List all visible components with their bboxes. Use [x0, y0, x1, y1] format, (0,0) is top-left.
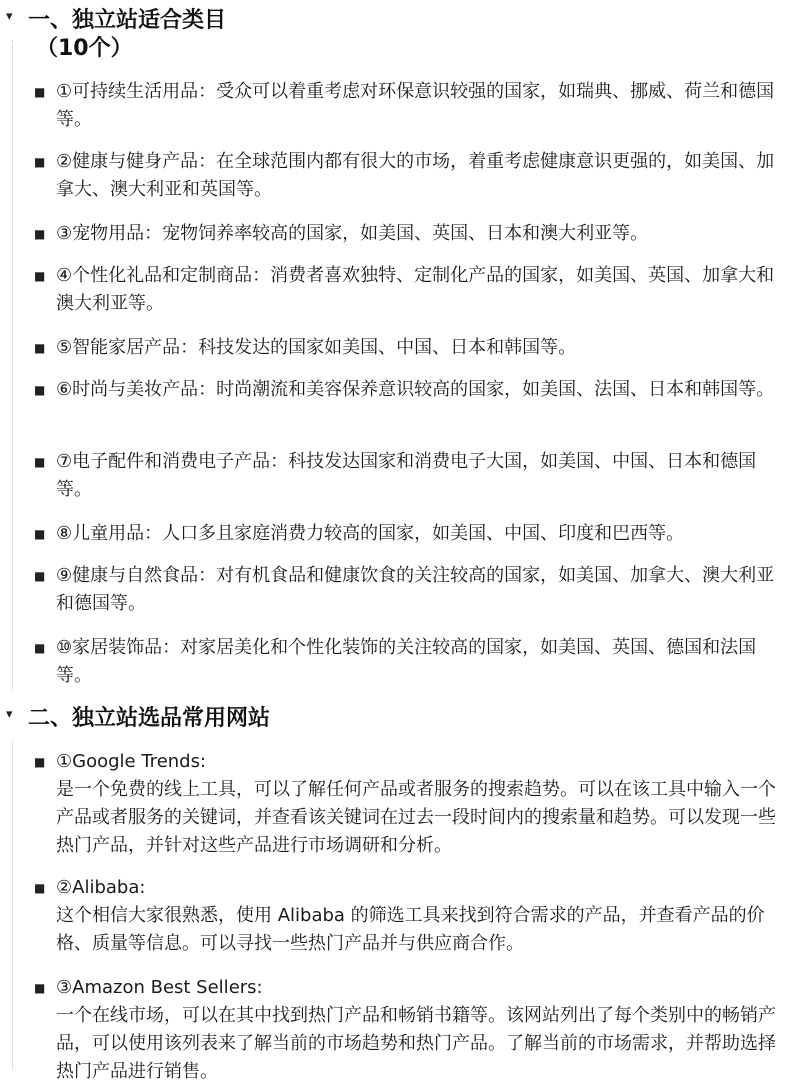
list-item-text: ⑦电子配件和消费电子产品：科技发达国家和消费电子大国，如美国、中国、日本和德国等。 [56, 451, 757, 500]
bullet-icon: ■ [34, 269, 46, 283]
bullet-icon: ■ [34, 455, 46, 469]
section-1-title: 一、独立站适合类目 [28, 8, 227, 33]
list-item-text [56, 974, 788, 1086]
list-item-text: ⑨健康与自然食品：对有机食品和健康饮食的关注较高的国家，如美国、加拿大、澳大利亚和德国等。 [56, 565, 775, 614]
list-item [34, 334, 788, 362]
list-item [34, 874, 788, 958]
list-item-text: ③宠物用品：宠物饲养率较高的国家，如美国、英国、日本和澳大利亚等。 [56, 223, 649, 244]
site-name: ①Google Trends: [56, 751, 207, 772]
site-description: 一个在线市场，可以在其中找到热门产品和畅销书籍等。该网站列出了每个类别中的畅销产品，可以使用该列表来了解当前的市场趋势和热门产品。了解当前的市场需求，并帮助选择热门产品进行销售。 [56, 1005, 776, 1082]
bullet-icon: ■ [34, 569, 46, 583]
list-item-text [56, 874, 788, 958]
collapse-toggle-icon[interactable]: ▾ [6, 9, 13, 24]
bullet-icon: ■ [34, 155, 46, 169]
bullet-icon: ■ [34, 981, 46, 995]
section-2-title: 二、独立站选品常用网站 [28, 706, 271, 731]
site-description: 这个相信大家很熟悉，使用 Alibaba 的筛选工具来找到符合需求的产品，并查看产品的价格、质量等信息。可以寻找一些热门产品并与供应商合作。 [56, 905, 765, 954]
list-item [34, 376, 788, 404]
collapse-toggle-icon[interactable]: ▾ [6, 707, 13, 722]
section-1-guide [12, 40, 13, 690]
list-item [34, 634, 788, 690]
bullet-icon: ■ [34, 85, 46, 99]
list-item-text: ④个性化礼品和定制商品：消费者喜欢独特、定制化产品的国家，如美国、英国、加拿大和澳大利亚等。 [56, 265, 775, 314]
section-2-header [0, 704, 270, 734]
site-name: ③Amazon Best Sellers: [56, 977, 263, 998]
list-item-text [56, 748, 788, 860]
bullet-icon: ■ [34, 527, 46, 541]
bullet-icon: ■ [34, 227, 46, 241]
site-description: 是一个免费的线上工具，可以了解任何产品或者服务的搜索趋势。可以在该工具中输入一个产品或者服务的关键词，并查看该关键词在过去一段时间内的搜索量和趋势。可以发现一些热门产品，并针对这些产品进行市场调研和分析。 [56, 779, 776, 856]
list-item-text: ⑥时尚与美妆产品：时尚潮流和美容保养意识较高的国家，如美国、法国、日本和韩国等。 [56, 379, 775, 400]
section-1-header [0, 6, 226, 36]
bullet-icon: ■ [34, 641, 46, 655]
bullet-icon: ■ [34, 341, 46, 355]
list-item-text: ⑧儿童用品：人口多且家庭消费力较高的国家，如美国、中国、印度和巴西等。 [56, 523, 685, 544]
list-item [34, 562, 788, 618]
list-item [34, 748, 788, 860]
list-item [34, 220, 788, 248]
bullet-icon: ■ [34, 881, 46, 895]
bullet-icon: ■ [34, 383, 46, 397]
section-2-guide [12, 740, 13, 1069]
list-item [34, 974, 788, 1086]
list-item-text: ②健康与健身产品：在全球范围内都有很大的市场，着重考虑健康意识更强的，如美国、加拿大、澳大利亚和英国等。 [56, 151, 775, 200]
list-item [34, 78, 788, 134]
list-item [34, 520, 788, 548]
list-item-text: ①可持续生活用品：受众可以着重考虑对环保意识较强的国家，如瑞典、挪威、荷兰和德国等。 [56, 81, 775, 130]
bullet-icon: ■ [34, 755, 46, 769]
list-item-text: ⑤智能家居产品：科技发达的国家如美国、中国、日本和韩国等。 [56, 337, 577, 358]
list-item [34, 148, 788, 204]
list-item [34, 262, 788, 318]
list-item [34, 448, 788, 504]
site-name: ②Alibaba: [56, 877, 146, 898]
list-item-text: ⑩家居装饰品：对家居美化和个性化装饰的关注较高的国家，如美国、英国、德国和法国等。 [56, 637, 757, 686]
section-1-subtitle: （10个） [36, 36, 133, 61]
